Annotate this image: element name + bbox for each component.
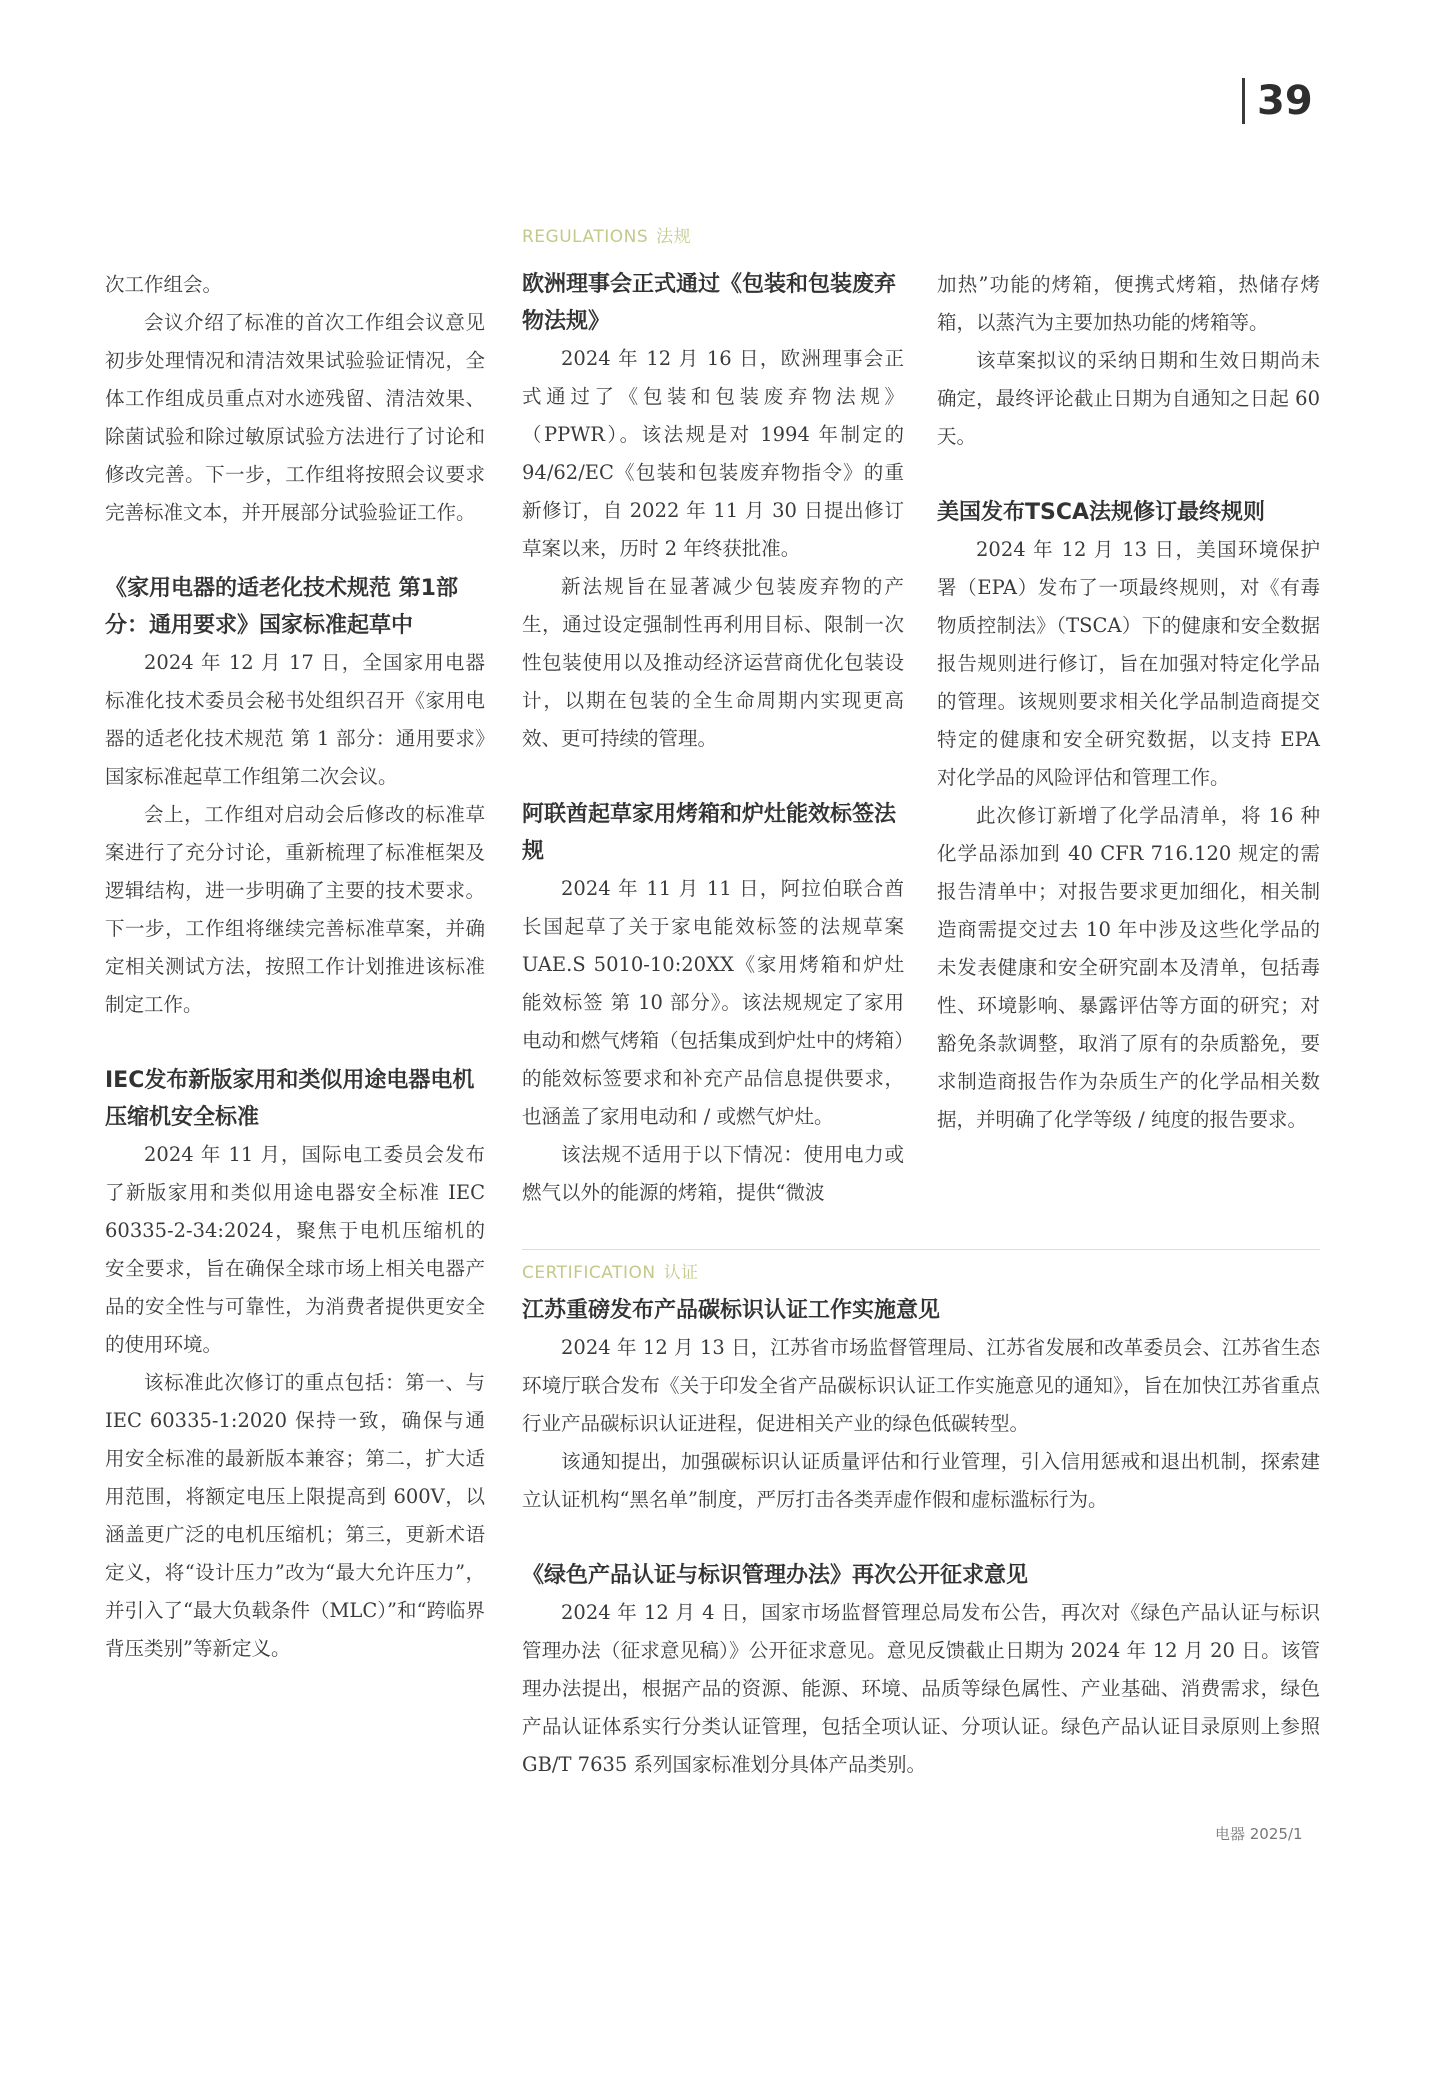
column-left: [105, 266, 485, 1668]
paragraph: 次工作组会。: [105, 273, 223, 296]
paragraph: 该草案拟议的采纳日期和生效日期尚未确定，最终评论截止日期为自通知之日起 60 天。: [937, 349, 1320, 448]
paragraph: 2024 年 12 月 17 日，全国家用电器标准化技术委员会秘书处组织召开《家用电器的适老化技术规范 第 1 部分：通用要求》国家标准起草工作组第二次会议。: [105, 651, 485, 788]
column-right: [937, 266, 1320, 1139]
paragraph: 2024 年 11 月，国际电工委员会发布了新版家用和类似用途电器安全标准 IEC 60335-2-34:2024，聚焦于电机压缩机的安全要求，旨在确保全球市场上相关电器产品的安全性与可靠性，为消费者提供更安全的使用环境。: [105, 1143, 485, 1356]
paragraph: 2024 年 12 月 16 日，欧洲理事会正式通过了《包装和包装废弃物法规》（PPWR）。该法规是对 1994 年制定的 94/62/EC《包装和包装废弃物指令》的重新修订，自 2022 年 11 月 30 日提出修订草案以来，历时 2 年终获批准。: [522, 347, 904, 560]
paragraph: 此次修订新增了化学品清单，将 16 种化学品添加到 40 CFR 716.120 规定的需报告清单中；对报告要求更加细化，相关制造商需提交过去 10 年中涉及这些化学品的未发表健康和安全研究副本及清单，包括毒性、环境影响、暴露评估等方面的研究；对豁免条款调整，取消了原有的杂质豁免，要求制造商报告作为杂质生产的化学品相关数据，并明确了化学等级 / 纯度的报告要求。: [937, 804, 1320, 1131]
paragraph: 该标准此次修订的重点包括：第一、与 IEC 60335-1:2020 保持一致，确保与通用安全标准的最新版本兼容；第二，扩大适用范围，将额定电压上限提高到 600V，以涵盖更广泛的电机压缩机；第三，更新术语定义，将“设计压力”改为“最大允许压力”，并引入了“最大负载条件（MLC）”和“跨临界背压类别”等新定义。: [105, 1371, 485, 1660]
paragraph: 新法规旨在显著减少包装废弃物的产生，通过设定强制性再利用目标、限制一次性包装使用以及推动经济运营商优化包装设计，以期在包装的全生命周期内实现更高效、更可持续的管理。: [522, 575, 904, 750]
paragraph: 2024 年 12 月 4 日，国家市场监督管理总局发布公告，再次对《绿色产品认证与标识管理办法（征求意见稿）》公开征求意见。意见反馈截止日期为 2024 年 12 月 20 日。该管理办法提出，根据产品的资源、能源、环境、品质等绿色属性、产业基础、消费需求，绿色产品认证体系实行分类认证管理，包括全项认证、分项认证。绿色产品认证目录原则上参照 GB/T 7635 系列国家标准划分具体产品类别。: [522, 1601, 1320, 1776]
paragraph: 2024 年 12 月 13 日，美国环境保护署（EPA）发布了一项最终规则，对《有毒物质控制法》（TSCA）下的健康和安全数据报告规则进行修订，旨在加强对特定化学品的管理。该规则要求相关化学品制造商提交特定的健康和安全研究数据，以支持 EPA 对化学品的风险评估和管理工作。: [937, 538, 1320, 789]
footer-issue: 电器 2025/1: [1215, 1825, 1303, 1843]
paragraph: 会上，工作组对启动会后修改的标准草案进行了充分讨论，重新梳理了标准框架及逻辑结构，进一步明确了主要的技术要求。下一步，工作组将继续完善标准草案，并确定相关测试方法，按照工作计划推进该标准制定工作。: [105, 803, 485, 1016]
paragraph: 该通知提出，加强碳标识认证质量评估和行业管理，引入信用惩戒和退出机制，探索建立认证机构“黑名单”制度，严厉打击各类弄虚作假和虚标滥标行为。: [522, 1450, 1320, 1511]
certification-section: [522, 1292, 1320, 1784]
paragraph: 该法规不适用于以下情况：使用电力或燃气以外的能源的烤箱，提供“微波: [522, 1143, 904, 1204]
section-label-cn: 认证: [663, 1263, 699, 1283]
section-label-en: CERTIFICATION: [522, 1263, 656, 1283]
section-label-regulations: [522, 222, 691, 247]
article-title: 阿联酋起草家用烤箱和炉灶能效标签法规: [522, 802, 897, 864]
paragraph: 加热”功能的烤箱，便携式烤箱，热储存烤箱，以蒸汽为主要加热功能的烤箱等。: [937, 273, 1320, 334]
article-title: 美国发布TSCA法规修订最终规则: [937, 500, 1266, 525]
article-title: 《绿色产品认证与标识管理办法》再次公开征求意见: [522, 1563, 1029, 1588]
article-title: 江苏重磅发布产品碳标识认证工作实施意见: [522, 1298, 941, 1323]
page-number: 39: [1242, 78, 1313, 124]
section-label-cn: 法规: [656, 227, 692, 247]
column-middle: [522, 266, 904, 1212]
section-divider: [522, 1249, 1320, 1250]
section-label-certification: [522, 1258, 699, 1283]
article-title: 《家用电器的适老化技术规范 第1部分：通用要求》国家标准起草中: [105, 576, 458, 638]
paragraph: 2024 年 11 月 11 日，阿拉伯联合酋长国起草了关于家电能效标签的法规草案 UAE.S 5010-10:20XX《家用烤箱和炉灶能效标签 第 10 部分》。该法规规定了家用电动和燃气烤箱（包括集成到炉灶中的烤箱）的能效标签要求和补充产品信息提供要求，也涵盖了家用电动和 / 或燃气炉灶。: [522, 877, 904, 1128]
paragraph: 2024 年 12 月 13 日，江苏省市场监督管理局、江苏省发展和改革委员会、江苏省生态环境厅联合发布《关于印发全省产品碳标识认证工作实施意见的通知》，旨在加快江苏省重点行业产品碳标识认证进程，促进相关产业的绿色低碳转型。: [522, 1336, 1320, 1435]
article-title: 欧洲理事会正式通过《包装和包装废弃物法规》: [522, 272, 897, 334]
section-label-en: REGULATIONS: [522, 227, 649, 247]
article-title: IEC发布新版家用和类似用途电器电机压缩机安全标准: [105, 1068, 475, 1130]
paragraph: 会议介绍了标准的首次工作组会议意见初步处理情况和清洁效果试验验证情况，全体工作组成员重点对水迹残留、清洁效果、除菌试验和除过敏原试验方法进行了讨论和修改完善。下一步，工作组将按照会议要求完善标准文本，并开展部分试验验证工作。: [105, 311, 485, 524]
